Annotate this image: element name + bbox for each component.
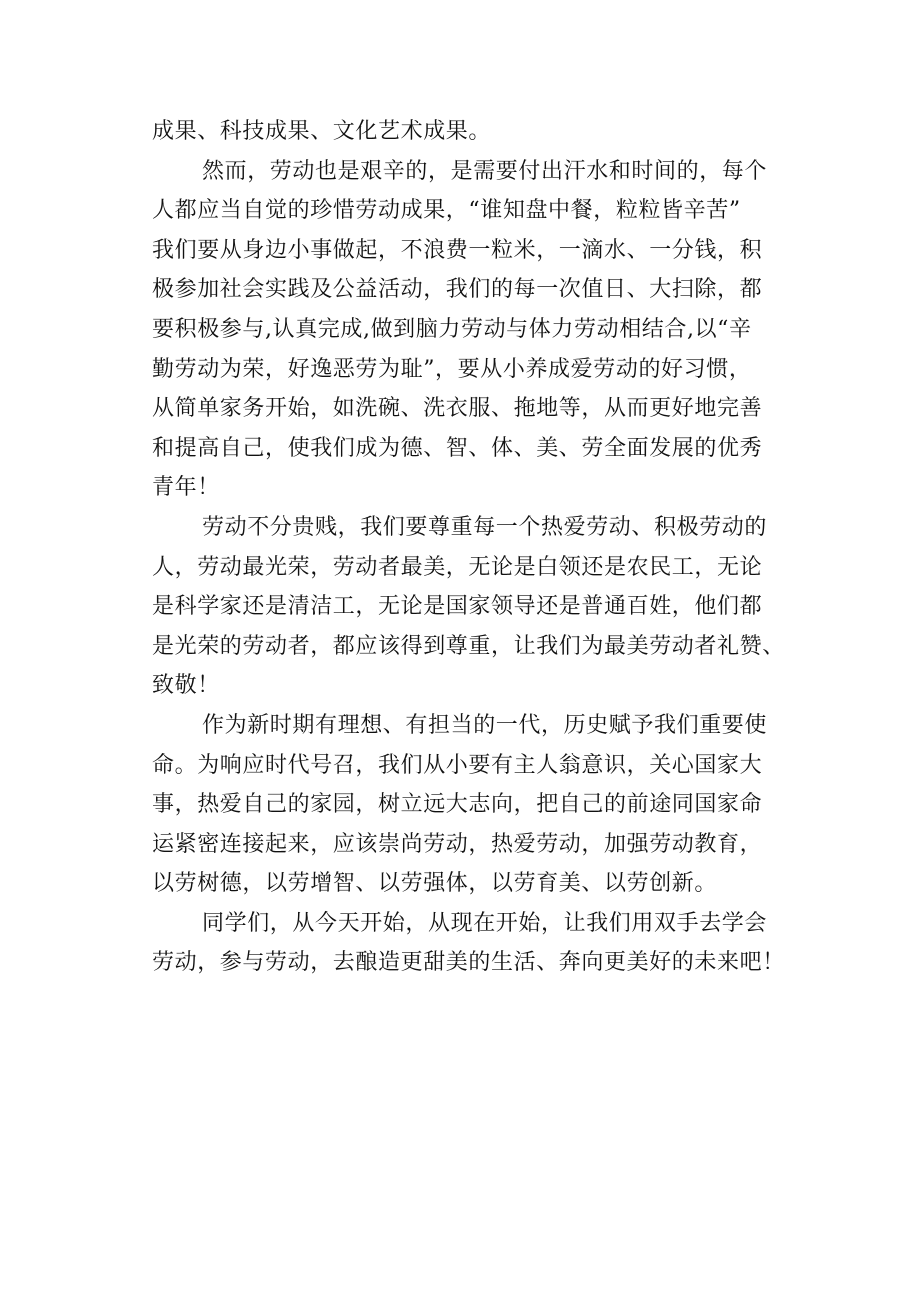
text-line: 运紧密连接起来，应该崇尚劳动，热爱劳动，加强劳动教育， <box>152 831 763 857</box>
text-line: 和提高自己，使我们成为德、智、体、美、劳全面发展的优秀 <box>152 435 763 461</box>
body-text <box>152 112 792 983</box>
text-line: 是光荣的劳动者，都应该得到尊重，让我们为最美劳动者礼赞、 <box>152 633 785 659</box>
text-line: 同学们，从今天开始，从现在开始，让我们用双手去学会 <box>202 910 768 936</box>
text-line: 劳动，参与劳动，去酿造更甜美的生活、奔向更美好的未来吧！ <box>152 950 785 976</box>
text-line: 人，劳动最光荣，劳动者最美，无论是白领还是农民工，无论 <box>152 554 763 580</box>
text-line: 我们要从身边小事做起，不浪费一粒米，一滴水、一分钱，积 <box>152 237 763 263</box>
text-line: 命。为响应时代号召，我们从小要有主人翁意识，关心国家大 <box>152 752 763 778</box>
text-line: 从简单家务开始，如洗碗、洗衣服、拖地等，从而更好地完善 <box>152 396 763 422</box>
text-line: 劳动不分贵贱，我们要尊重每一个热爱劳动、积极劳动的 <box>202 514 768 540</box>
text-line: 是科学家还是清洁工，无论是国家领导还是普通百姓，他们都 <box>152 594 763 620</box>
text-line: 青年！ <box>152 475 220 501</box>
text-line: 以劳树德，以劳增智、以劳强体，以劳育美、以劳创新。 <box>152 871 718 897</box>
text-line: 成果、科技成果、文化艺术成果。 <box>152 119 492 144</box>
text-line: 人都应当自觉的珍惜劳动成果，“谁知盘中餐，粒粒皆辛苦” <box>152 198 741 224</box>
text-line: 要积极参与,认真完成,做到脑力劳动与体力劳动相结合,以“辛 <box>152 316 752 342</box>
text-line: 勤劳动为荣，好逸恶劳为耻”，要从小养成爱劳动的好习惯， <box>152 356 752 382</box>
text-line: 作为新时期有理想、有担当的一代，历史赋予我们重要使 <box>202 712 768 738</box>
text-line: 事，热爱自己的家园，树立远大志向，把自己的前途同国家命 <box>152 792 763 818</box>
text-line: 然而，劳动也是艰辛的，是需要付出汗水和时间的，每个 <box>202 158 768 184</box>
text-line: 致敬！ <box>152 673 220 699</box>
text-line: 极参加社会实践及公益活动，我们的每一次值日、大扫除，都 <box>152 277 763 303</box>
